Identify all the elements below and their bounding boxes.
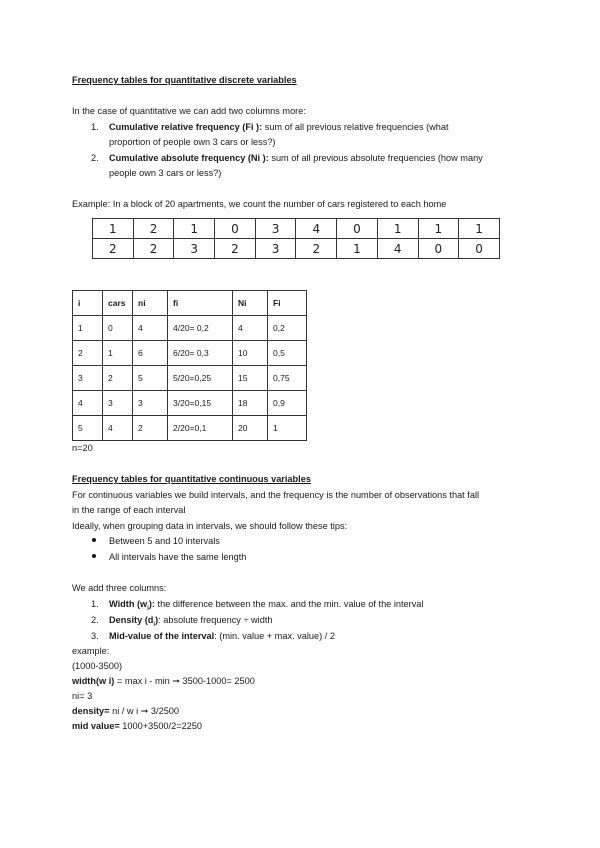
grid-cell: 1 [459,219,500,239]
section2-line2: in the range of each interval [72,505,186,515]
bullet-item: All intervals have the same length [109,552,247,562]
column-header: cars [103,291,133,316]
grid-cell: 2 [93,239,134,259]
table-cell: 3 [133,391,168,416]
list-number: 3. [91,631,99,641]
table-cell: 2/20=0,1 [168,416,233,441]
column-header: i [73,291,103,316]
table-row [73,366,307,391]
add-columns-text: We add three columns: [72,583,167,593]
list-item-continuation: proportion of people own 3 cars or less?) [109,137,276,147]
example-ni: ni= 3 [72,691,93,701]
list-number: 1. [91,599,99,609]
n-total-label: n=20 [72,443,93,453]
table-cell: 6/20= 0,3 [168,341,233,366]
grid-cell: 3 [255,219,296,239]
table-cell: 5 [73,416,103,441]
grid-cell: 4 [377,239,418,259]
example-mid-value: mid value= 1000+3500/2=2250 [72,721,203,731]
grid-cell: 0 [459,239,500,259]
table-row [73,391,307,416]
list-item-cumulative-absolute [109,152,483,164]
column-header: fi [168,291,233,316]
table-row [73,316,307,341]
table-cell: 4 [233,316,268,341]
table-cell: 0,2 [268,316,307,341]
table-cell: 3 [73,366,103,391]
table-cell: 4/20= 0,2 [168,316,233,341]
table-cell: 20 [233,416,268,441]
term: Mid-value of the interval [109,631,215,641]
example-density: density= ni / w i ➞ 3/2500 [72,706,180,716]
table-cell: 18 [233,391,268,416]
table-cell: 2 [133,416,168,441]
grid-cell: 0 [418,239,459,259]
term: Cumulative relative frequency (Fi ): [109,122,263,132]
table-cell: 1 [103,341,133,366]
column-header: Fi [268,291,307,316]
grid-cell: 1 [174,219,215,239]
grid-cell: 0 [215,219,256,239]
bullet-icon [92,554,96,558]
table-cell: 4 [73,391,103,416]
example-label: example: [72,646,110,656]
table-cell: 4 [103,416,133,441]
list-item-mid-value [109,630,335,642]
grid-row [93,239,500,259]
bullet-item: Between 5 and 10 intervals [109,536,220,546]
list-item-continuation: people own 3 cars or less?) [109,168,222,178]
table-cell: 5 [133,366,168,391]
table-cell: 3 [103,391,133,416]
table-cell: 0,5 [268,341,307,366]
definition: the difference between the max. and the min. value of the interval [154,599,424,609]
example-text: Example: In a block of 20 apartments, we count the number of cars registered to each home [72,199,447,209]
table-cell: 2 [103,366,133,391]
grid-row [93,219,500,239]
column-header: ni [133,291,168,316]
table-row [73,416,307,441]
table-cell: 10 [233,341,268,366]
table-row [73,341,307,366]
table-cell: 5/20=0,25 [168,366,233,391]
table-cell: 6 [133,341,168,366]
table-cell: 15 [233,366,268,391]
table-cell: 1 [268,416,307,441]
section1-intro: In the case of quantitative we can add two columns more: [72,106,306,116]
list-number: 1. [91,122,99,132]
grid-cell: 1 [418,219,459,239]
table-cell: 0,9 [268,391,307,416]
grid-cell: 1 [377,219,418,239]
list-item-cumulative-relative [109,121,449,133]
definition: sum of all previous absolute frequencies (how many [268,153,483,163]
example-range: (1000-3500) [72,661,123,671]
table-cell: 4 [133,316,168,341]
section2-line3: Ideally, when grouping data in intervals, we should follow these tips: [72,521,348,531]
definition: : absolute frequency ÷ width [158,615,273,625]
list-item-width [109,598,423,615]
table-cell: 3/20=0,15 [168,391,233,416]
section1-heading: Frequency tables for quantitative discrete variables [72,75,297,85]
table-cell: 0 [103,316,133,341]
example-width: width(w i) = max i - min ➞ 3500-1000= 2500 [72,676,255,686]
list-number: 2. [91,153,99,163]
grid-cell: 1 [337,239,378,259]
section2-heading: Frequency tables for quantitative continuous variables [72,474,311,484]
grid-cell: 2 [133,219,174,239]
table-cell: 1 [73,316,103,341]
definition: : (min. value + max. value) / 2 [214,631,335,641]
table-header-row [73,291,307,316]
term: Density $(d_i)$ [109,615,159,628]
grid-cell: 3 [255,239,296,259]
bullet-icon [92,538,96,542]
grid-cell: 2 [296,239,337,259]
term: Cumulative absolute frequency (Ni ): [109,153,269,163]
list-item-density [109,614,273,631]
table-cell: 2 [73,341,103,366]
grid-cell: 4 [296,219,337,239]
column-header: Ni [233,291,268,316]
grid-cell: 3 [174,239,215,259]
definition: sum of all previous relative frequencies (what [262,122,449,132]
grid-cell: 0 [337,219,378,239]
section2-line1: For continuous variables we build intervals, and the frequency is the number of observations that fall [72,490,480,500]
grid-cell: 1 [93,219,134,239]
table-cell: 0,75 [268,366,307,391]
grid-cell: 2 [215,239,256,259]
term: Width $(w_i)$: [109,599,155,612]
grid-cell: 2 [133,239,174,259]
data-grid-table [92,218,500,259]
frequency-table [72,290,307,441]
list-number: 2. [91,615,99,625]
